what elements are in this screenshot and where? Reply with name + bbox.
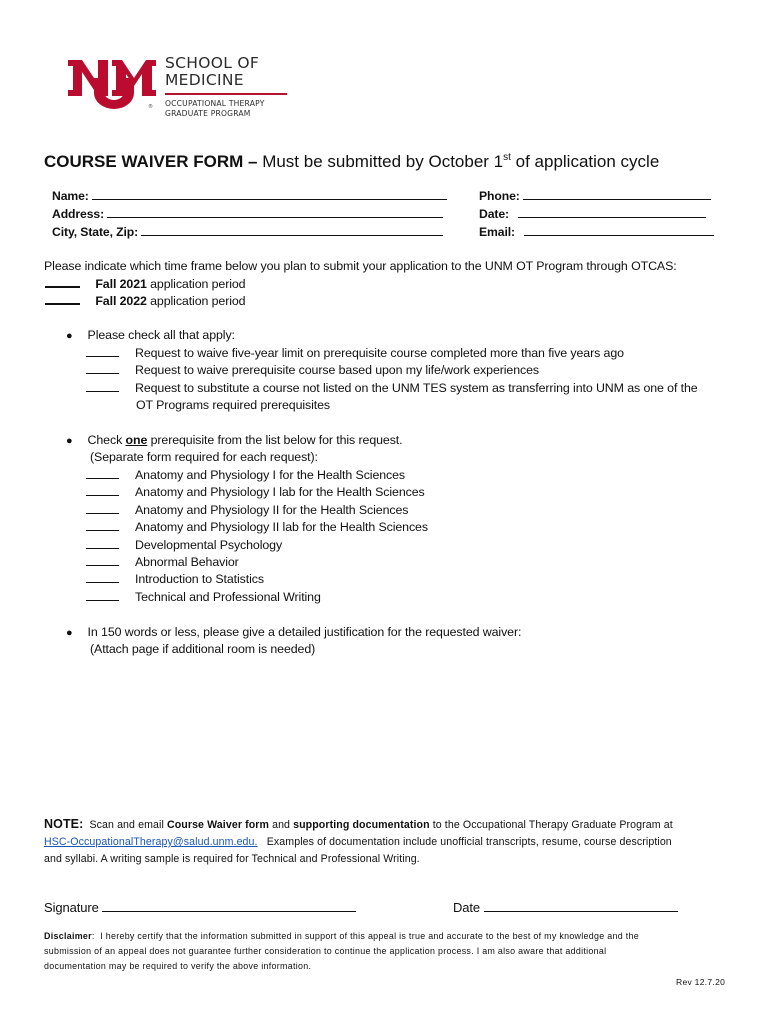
checkbox-blank[interactable] (86, 555, 119, 566)
note-block: NOTE: Scan and email Course Waiver form and supporting documentation to the Occupational Therapy Graduate Program at HSC-OccupationalTherapy@salud.unm.edu. Examples of documentation include unofficial transcripts, resume, course description and syllabi. A writing sample is required for Technical and Professional Writing. (44, 817, 673, 865)
waive-option-five-year[interactable]: Request to waive five-year limit on prerequisite course completed more than five years ago (86, 346, 624, 360)
checkbox-blank[interactable] (86, 381, 119, 392)
city-input-line[interactable] (141, 225, 443, 236)
checkbox-blank[interactable] (45, 293, 80, 305)
phone-input-line[interactable] (523, 189, 711, 200)
name-input-line[interactable] (92, 189, 447, 200)
address-field[interactable]: Address: (52, 207, 443, 221)
form-title-bold: COURSE WAIVER FORM – (44, 152, 258, 171)
course-option[interactable]: Anatomy and Physiology II lab for the Health Sciences (86, 520, 428, 534)
course-option[interactable]: Anatomy and Physiology I lab for the Health Sciences (86, 485, 425, 499)
timeframe-option-2022[interactable]: Fall 2022 application period (45, 293, 245, 308)
bullet-icon: ● (66, 627, 73, 639)
date-input-line[interactable] (518, 207, 706, 218)
checkbox-blank[interactable] (86, 363, 119, 374)
school-wordmark (165, 56, 287, 119)
name-field[interactable]: Name: (52, 189, 447, 203)
revision-label: Rev 12.7.20 (676, 977, 726, 987)
checkbox-blank[interactable] (86, 346, 119, 357)
checkbox-blank[interactable] (86, 590, 119, 601)
waive-option-substitute-cont: OT Programs required prerequisites (136, 398, 331, 412)
bullet-icon: ● (66, 330, 73, 342)
course-option[interactable]: Technical and Professional Writing (86, 590, 321, 604)
course-option[interactable]: Abnormal Behavior (86, 555, 239, 569)
email-link[interactable]: HSC-OccupationalTherapy@salud.unm.edu. (44, 836, 258, 848)
waive-option-substitute[interactable]: Request to substitute a course not listed on the UNM TES system as transferring into UNM as one of the (86, 381, 698, 395)
program-line1: OCCUPATIONAL THERAPY (165, 99, 265, 108)
course-option[interactable]: Developmental Psychology (86, 538, 282, 552)
section3-subheading: (Attach page if additional room is needed) (90, 642, 316, 656)
checkbox-blank[interactable] (86, 468, 119, 479)
timeframe-option-2021[interactable]: Fall 2021 application period (45, 276, 245, 291)
bullet-icon: ● (66, 435, 73, 447)
city-state-zip-field[interactable]: City, State, Zip: (52, 225, 443, 239)
signature-date-input-line[interactable] (484, 899, 678, 912)
section2-heading: ● Check one prerequisite from the list below for this request. (66, 433, 403, 447)
phone-field[interactable]: Phone: (479, 189, 711, 203)
section3-heading: ● In 150 words or less, please give a detailed justification for the requested waiver: (66, 625, 522, 639)
disclaimer: Disclaimer: I hereby certify that the information submitted in support of this appeal is true and accurate to the best of my knowledge and the submission of an appeal does not guarantee further consideration to continue the application process. I am also aware that additional documentation may be required to verify the above information. (44, 931, 639, 971)
checkbox-blank[interactable] (86, 485, 119, 496)
checkbox-blank[interactable] (86, 538, 119, 549)
timeframe-intro: Please indicate which time frame below you plan to submit your application to the UNM OT Program through OTCAS: (44, 259, 677, 273)
checkbox-blank[interactable] (86, 503, 119, 514)
section1-heading: ● Please check all that apply: (66, 328, 235, 342)
signature-field[interactable]: Signature (44, 899, 356, 915)
course-option[interactable]: Anatomy and Physiology I for the Health Sciences (86, 468, 405, 482)
section2-subheading: (Separate form required for each request): (90, 450, 318, 464)
email-field[interactable]: Email: (479, 225, 714, 239)
date-field[interactable]: Date: (479, 207, 706, 221)
justification-area[interactable] (90, 665, 710, 805)
course-option[interactable]: Anatomy and Physiology II for the Health Sciences (86, 503, 408, 517)
svg-text:®: ® (148, 104, 153, 110)
school-line1: SCHOOL OF (165, 54, 260, 72)
course-option[interactable]: Introduction to Statistics (86, 572, 264, 586)
unm-logo (68, 58, 156, 110)
checkbox-blank[interactable] (86, 572, 119, 583)
note-label: NOTE: (44, 817, 84, 831)
signature-input-line[interactable] (102, 899, 356, 912)
signature-date-field[interactable]: Date (453, 899, 678, 915)
form-title: COURSE WAIVER FORM – Must be submitted by October 1st of application cycle (44, 152, 660, 171)
email-input-line[interactable] (524, 225, 714, 236)
checkbox-blank[interactable] (45, 276, 80, 288)
waive-option-life-work[interactable]: Request to waive prerequisite course based upon my life/work experiences (86, 363, 539, 377)
disclaimer-label: Disclaimer (44, 931, 92, 941)
program-line2: GRADUATE PROGRAM (165, 109, 251, 118)
school-line2: MEDICINE (165, 70, 244, 89)
checkbox-blank[interactable] (86, 520, 119, 531)
wordmark-divider (165, 93, 287, 95)
address-input-line[interactable] (107, 207, 443, 218)
